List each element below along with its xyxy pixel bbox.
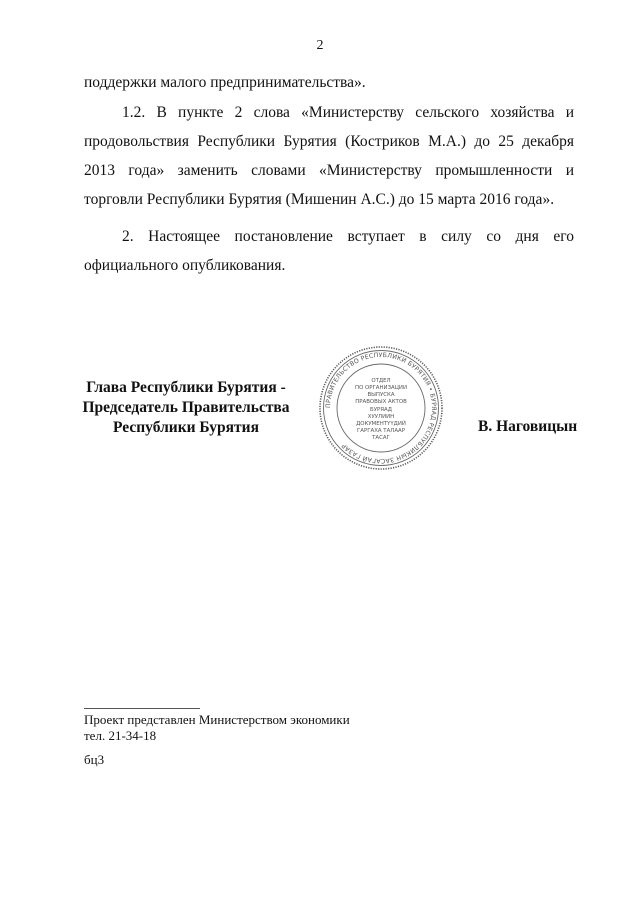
signature-title-line: Глава Республики Бурятия - — [86, 379, 286, 396]
paragraph-continuation: поддержки малого предпринимательства». — [84, 74, 366, 91]
paragraph-item-1-2: 1.2. В пункте 2 слова «Министерству сельского хозяйства и продовольствия Республики Бурятия (Костриков М.А.) до 25 декабря 2013 года» заменить словами «Министерству промышленности и торговли Республики Бурятия (Мишенин А.С.) до 15 марта 2016 года». — [84, 104, 574, 208]
paragraph-item-2: 2. Настоящее постановление вступает в силу со дня его официального опубликования. — [84, 228, 574, 274]
signature-title — [80, 378, 292, 438]
seal-ring-text: ПРАВИТЕЛЬСТВО РЕСПУБЛИКИ БУРЯТИЯ • БУРЯАД РЕСПУБЛИКЫН ЗАСАГАЙ ГАЗАР — [324, 351, 438, 465]
seal-inner-line: БУРЯАД — [370, 407, 392, 413]
footnote-prepared-by: Проект представлен Министерством экономики — [84, 712, 350, 727]
footnote-divider — [84, 708, 200, 709]
seal-inner-line: ОТДЕЛ — [371, 378, 391, 384]
seal-inner-line: ТАСАГ — [372, 435, 390, 441]
seal-inner-line: ВЫПУСКА — [367, 392, 395, 398]
seal-inner-line: ГАРГАХА ТАЛААР — [357, 428, 405, 434]
page-number: 2 — [316, 38, 324, 53]
footnote-phone: тел. 21-34-18 — [84, 728, 157, 743]
official-seal — [318, 345, 444, 471]
seal-inner-line: ДОКУМЕНТҮҮДИЙ — [356, 421, 406, 427]
seal-inner-line: ПО ОРГАНИЗАЦИИ — [355, 385, 407, 391]
signature-title-line: Республики Бурятия — [113, 419, 259, 436]
seal-inner-line: ХУУЛИИН — [367, 414, 395, 420]
seal-inner-line: ПРАВОВЫХ АКТОВ — [355, 399, 407, 405]
signatory-name: В. Наговицын — [478, 418, 578, 435]
footnote-code: бц3 — [84, 752, 105, 767]
signature-title-line: Председатель Правительства — [82, 399, 290, 416]
